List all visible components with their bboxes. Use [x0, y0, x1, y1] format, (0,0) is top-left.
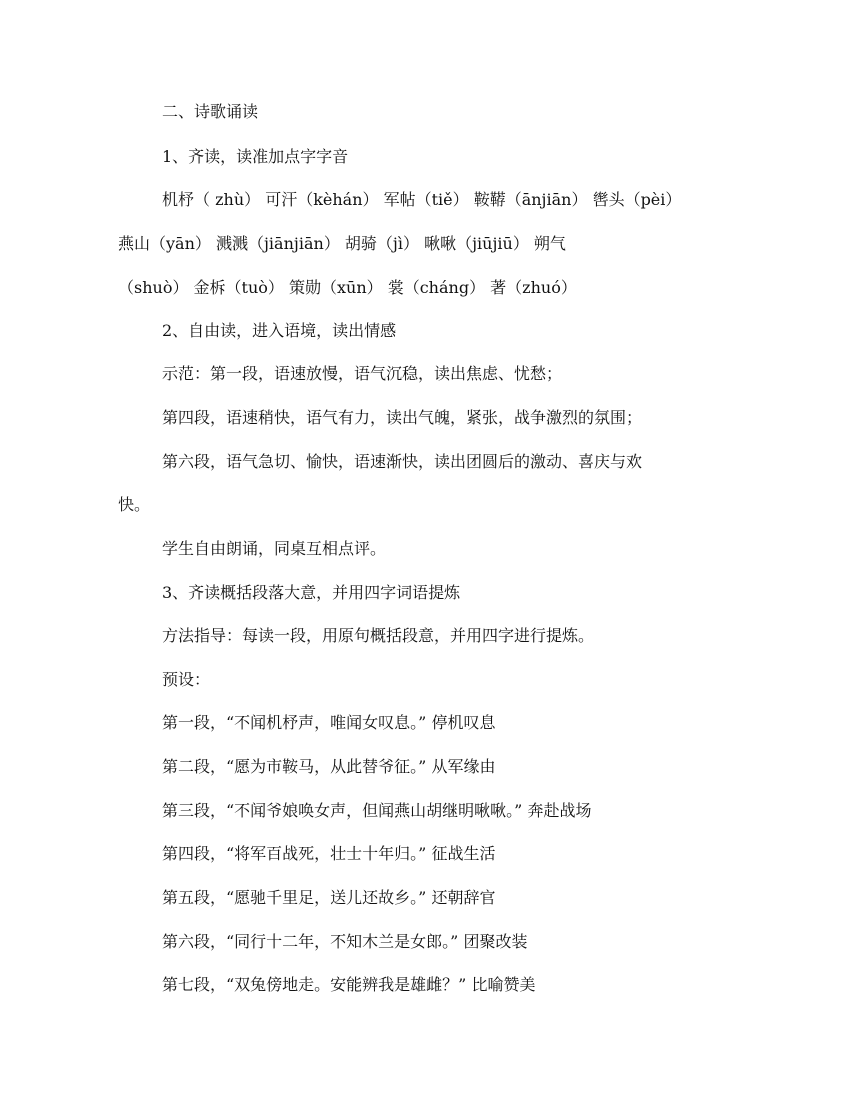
free-reading-students: 学生自由朗诵，同桌互相点评。: [162, 539, 387, 558]
summary-item: 第三段，“不闻爷娘唤女声，但闻燕山胡继明啾啾。” 奔赴战场: [162, 801, 592, 820]
pronunciation-line-3: （shuò） 金柝（tuò） 策勋（xūn） 裳（cháng） 著（zhuó）: [118, 278, 577, 297]
free-reading-heading: 2、自由读，进入语境，读出情感: [162, 321, 397, 340]
pronunciation-heading: 1、齐读，读准加点字字音: [162, 147, 349, 166]
pronunciation-line-2: 燕山（yān） 溅溅（jiānjiān） 胡骑（jì） 啾啾（jiūjiū） 朔气: [118, 234, 566, 253]
free-reading-para6-b: 快。: [118, 495, 151, 514]
summary-method: 方法指导：每读一段，用原句概括段意，并用四字进行提炼。: [162, 626, 595, 645]
free-reading-para4: 第四段，语速稍快，语气有力，读出气魄，紧张，战争激烈的氛围；: [162, 408, 643, 427]
free-reading-example: 示范：第一段，语速放慢，语气沉稳，读出焦虑、忧愁；: [162, 364, 563, 383]
summary-item: 第七段，“双兔傍地走。安能辨我是雄雌？” 比喻赞美: [162, 975, 536, 994]
summary-preset-label: 预设：: [162, 670, 211, 689]
section-title: 二、诗歌诵读: [162, 102, 259, 121]
summary-heading: 3、齐读概括段落大意，并用四字词语提炼: [162, 583, 461, 602]
free-reading-para6-a: 第六段，语气急切、愉快，语速渐快，读出团圆后的激动、喜庆与欢: [162, 452, 643, 471]
summary-item: 第四段，“将军百战死，壮士十年归。” 征战生活: [162, 844, 496, 863]
summary-item: 第六段，“同行十二年，不知木兰是女郎。” 团聚改装: [162, 932, 528, 951]
pronunciation-line-1: 机杼（ zhù） 可汗（kèhán） 军帖（tiě） 鞍鞯（ānjiān） 辔头（pèi）: [162, 190, 682, 209]
summary-item: 第二段，“愿为市鞍马，从此替爷征。” 从军缘由: [162, 757, 496, 776]
summary-item: 第一段，“不闻机杼声，唯闻女叹息。” 停机叹息: [162, 713, 496, 732]
summary-item: 第五段，“愿驰千里足，送儿还故乡。” 还朝辞官: [162, 888, 496, 907]
